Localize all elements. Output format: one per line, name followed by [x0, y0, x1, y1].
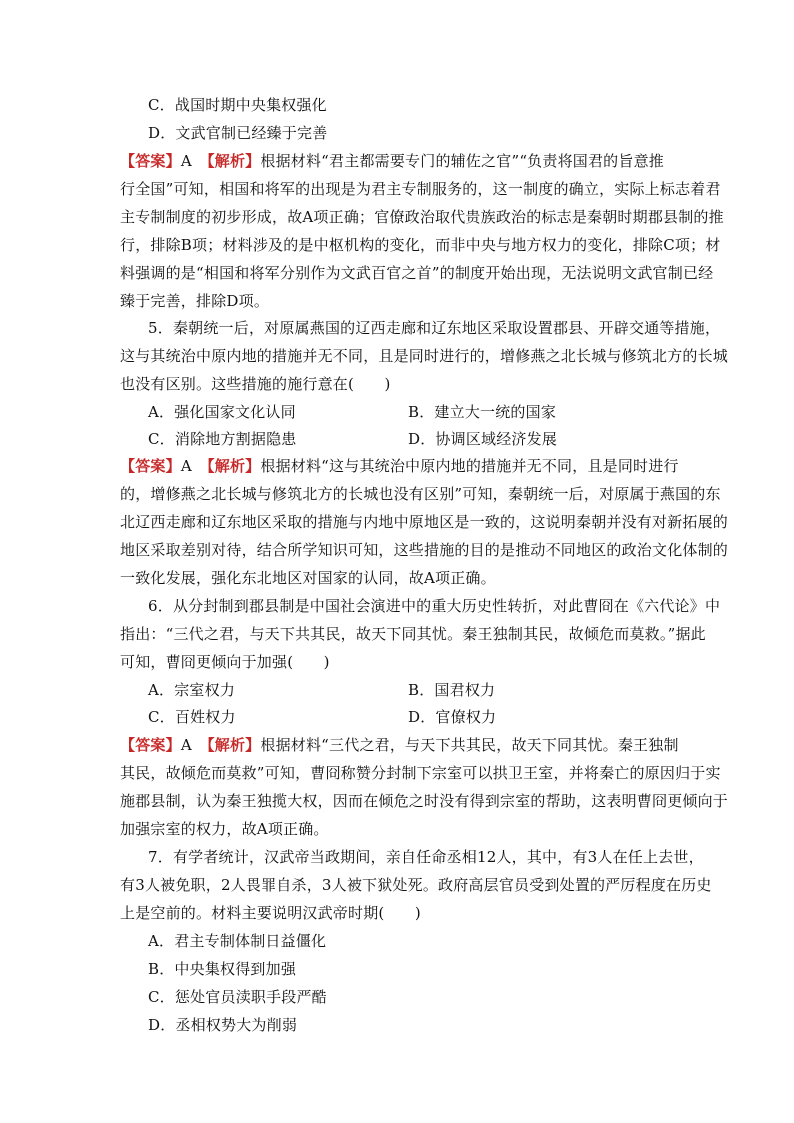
answer-label: 【答案】 — [120, 736, 181, 754]
q5-option-b[interactable]: B．建立大一统的国家 — [408, 403, 557, 421]
answer-value: A — [180, 736, 192, 754]
q6-option-b[interactable]: B．国君权力 — [408, 681, 496, 699]
q6-option-c[interactable]: C．百姓权力 — [148, 708, 236, 726]
analysis-text: 根据材料“这与其统治中原内地的措施并无不同，且是同时进行 — [260, 457, 679, 475]
q6-analysis-line-3: 施郡县制，认为秦王独揽大权，因而在倾危之时没有得到宗室的帮助，这表明曹冏更倾向于 — [120, 792, 729, 810]
q6-analysis-line-4: 加强宗室的权力，故A项正确。 — [120, 820, 329, 838]
q6-stem-line-3: 可知，曹冏更倾向于加强( ) — [120, 653, 330, 671]
q6-analysis-line-1 — [120, 735, 679, 755]
answer-value: A — [180, 152, 192, 170]
q5-analysis-line-3: 北辽西走廊和辽东地区采取的措施与内地中原地区是一致的，这说明秦朝并没有对新拓展的 — [120, 513, 729, 531]
q4-analysis-line-6: 臻于完善，排除D项。 — [120, 292, 270, 310]
q4-analysis-line-3: 主专制制度的初步形成，故A项正确；官僚政治取代贵族政治的标志是秦朝时期郡县制的推 — [120, 208, 724, 226]
analysis-label: 【解析】 — [207, 736, 261, 754]
q5-analysis-line-2: 的，增修燕之北长城与修筑北方的长城也没有区别”可知，秦朝统一后，对原属于燕国的东 — [120, 485, 721, 503]
q5-analysis-line-5: 一致化发展，强化东北地区对国家的认同，故A项正确。 — [120, 569, 496, 587]
q6-stem-line-2: 指出：“三代之君，与天下共其民，故天下同其忧。秦王独制其民，故倾危而莫救。”据此 — [120, 625, 706, 643]
q5-stem-line-3: 也没有区别。这些措施的施行意在( ) — [120, 375, 391, 393]
answer-label: 【答案】 — [120, 457, 181, 475]
q7-option-c[interactable]: C．惩处官员渎职手段严酷 — [148, 988, 327, 1006]
q4-option-d[interactable]: D．文武官制已经臻于完善 — [148, 124, 328, 142]
q5-analysis-line-1 — [120, 456, 679, 476]
answer-value: A — [180, 457, 192, 475]
q6-option-d[interactable]: D．官僚权力 — [408, 708, 497, 726]
q7-option-d[interactable]: D．丞相权势大为削弱 — [148, 1016, 298, 1034]
analysis-text: 根据材料“君主都需要专门的辅佐之官”“负责将国君的旨意推 — [260, 152, 664, 170]
analysis-text: 根据材料“三代之君，与天下共其民，故天下同其忧。秦王独制 — [260, 736, 679, 754]
q7-option-a[interactable]: A．君主专制体制日益僵化 — [148, 932, 327, 950]
q5-option-c[interactable]: C．消除地方割据隐患 — [148, 430, 297, 448]
q7-option-b[interactable]: B．中央集权得到加强 — [148, 960, 297, 978]
q4-analysis-line-1 — [120, 151, 664, 171]
q7-stem-line-1: 7．有学者统计，汉武帝当政期间，亲自任命丞相12人，其中，有3人在任上去世， — [148, 848, 704, 866]
q5-option-a[interactable]: A．强化国家文化认同 — [148, 403, 296, 421]
q6-analysis-line-2: 其民，故倾危而莫救”可知，曹冏称赞分封制下宗室可以拱卫王室，并将秦亡的原因归于实 — [120, 764, 721, 782]
q5-stem-line-2: 这与其统治中原内地的措施并无不同，且是同时进行的，增修燕之北长城与修筑北方的长城 — [120, 347, 729, 365]
analysis-label: 【解析】 — [207, 152, 261, 170]
q4-option-c[interactable]: C．战国时期中央集权强化 — [148, 96, 327, 114]
q7-stem-line-2: 有3人被免职，2人畏罪自杀，3人被下狱处死。政府高层官员受到处置的严厉程度在历史 — [120, 876, 712, 894]
analysis-label: 【解析】 — [207, 457, 261, 475]
q6-option-a[interactable]: A．宗室权力 — [148, 681, 236, 699]
q4-analysis-line-5: 料强调的是“相国和将军分别作为文武百官之首”的制度开始出现，无法说明文武官制已经 — [120, 264, 714, 282]
q4-analysis-line-4: 行，排除B项；材料涉及的是中枢机构的变化，而非中央与地方权力的变化，排除C项；材 — [120, 236, 721, 254]
q5-stem-line-1: 5．秦朝统一后，对原属燕国的辽西走廊和辽东地区采取设置郡县、开辟交通等措施， — [148, 319, 721, 337]
q6-stem-line-1: 6．从分封制到郡县制是中国社会演进中的重大历史性转折，对此曹冏在《六代论》中 — [148, 597, 721, 615]
answer-label: 【答案】 — [120, 152, 181, 170]
q4-analysis-line-2: 行全国”可知，相国和将军的出现是为君主专制服务的，这一制度的确立，实际上标志着君 — [120, 180, 721, 198]
q5-option-d[interactable]: D．协调区域经济发展 — [408, 430, 558, 448]
q5-analysis-line-4: 地区采取差别对待，结合所学知识可知，这些措施的目的是推动不同地区的政治文化体制的 — [120, 541, 729, 559]
q7-stem-line-3: 上是空前的。材料主要说明汉武帝时期( ) — [120, 904, 421, 922]
